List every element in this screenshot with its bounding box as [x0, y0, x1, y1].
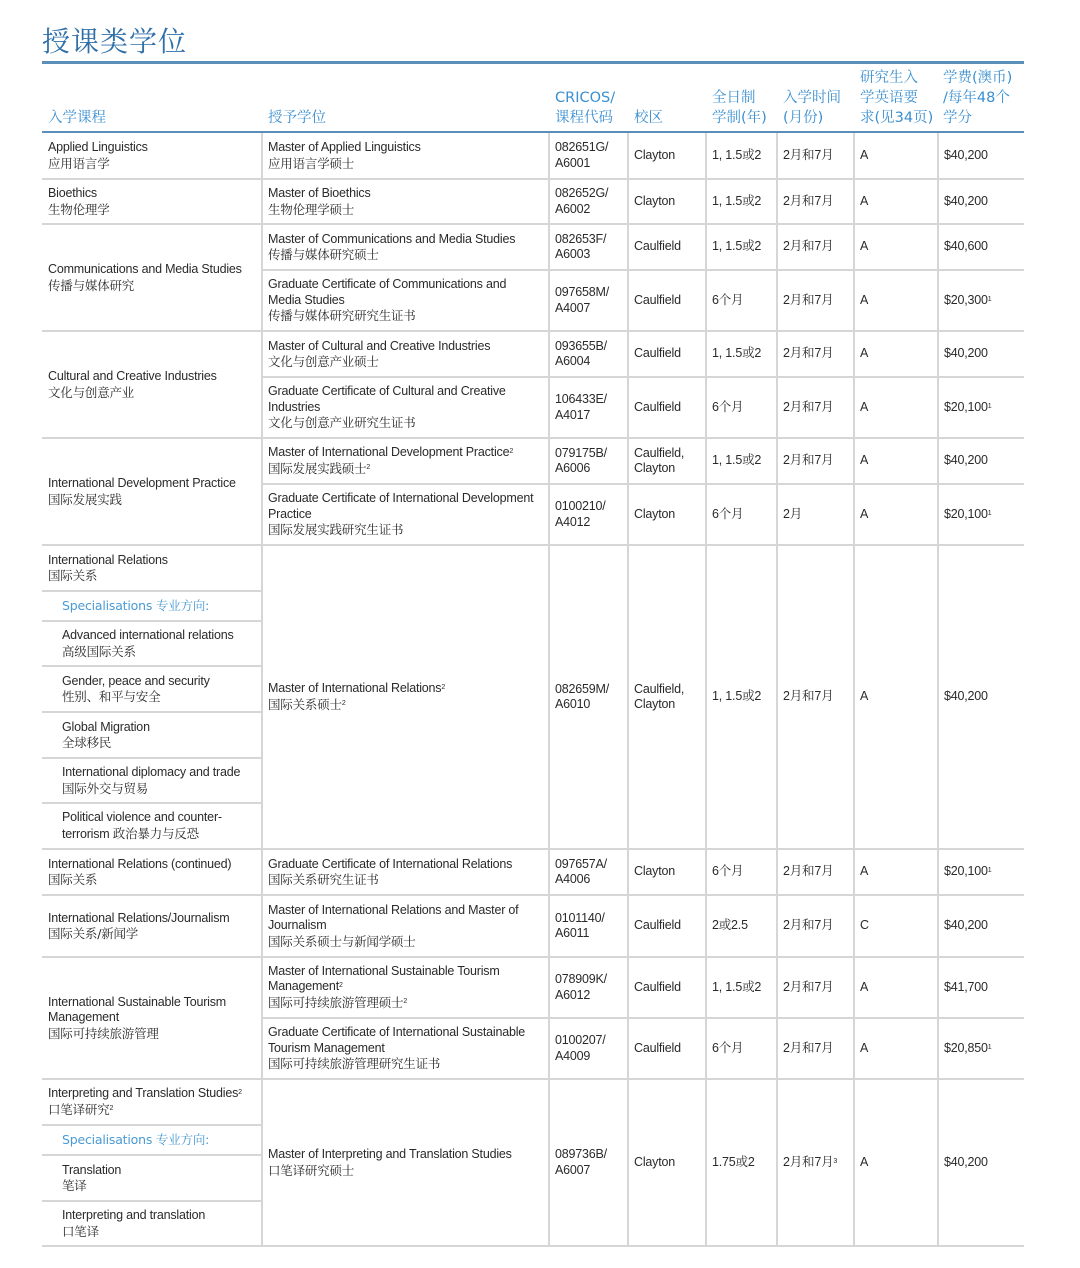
cricos-cell: 082652G/ A6002: [555, 186, 609, 216]
fee-cell: $40,200: [944, 1154, 988, 1169]
header-duration: 全日制 学制(年): [712, 90, 767, 126]
intake-cell: 2月和7月: [783, 399, 834, 414]
intake-cell: 2月和7月: [783, 864, 834, 879]
degree-cell: Master of Communications and Media Studies 传播与媒体研究硕士: [268, 231, 516, 262]
intake-cell: 2月和7月: [783, 979, 834, 994]
intake-cell: 2月和7月: [783, 239, 834, 254]
specialisation-cell: Translation 笔译: [62, 1162, 122, 1193]
duration-cell: 2或2.5: [712, 918, 748, 933]
fee-cell: $40,200: [944, 193, 988, 208]
degree-cell: Master of Cultural and Creative Industries 文化与创意产业硕士: [268, 338, 491, 369]
duration-cell: 1, 1.5或2: [712, 239, 762, 254]
intake-cell: 2月和7月: [783, 918, 834, 933]
cricos-cell: 082659M/ A6010: [555, 681, 609, 711]
fee-cell: $20,300$^1$: [944, 292, 992, 307]
campus-cell: Caulfield: [634, 239, 681, 254]
campus-cell: Clayton: [634, 506, 675, 521]
campus-cell: Caulfield: [634, 979, 681, 994]
english-cell: C: [860, 918, 869, 933]
duration-cell: 1, 1.5或2: [712, 689, 762, 704]
header-course: 入学课程: [48, 110, 106, 126]
english-cell: A: [860, 864, 869, 879]
duration-cell: 1, 1.5或2: [712, 147, 762, 162]
course-cell: International Sustainable Tourism Management 国际可持续旅游管理: [48, 994, 227, 1041]
degree-cell: Master of Bioethics 生物伦理学硕士: [268, 186, 371, 217]
fee-cell: $20,100$^1$: [944, 399, 992, 414]
fee-cell: $40,200: [944, 346, 988, 361]
fee-cell: $20,100$^1$: [944, 864, 992, 879]
fee-cell: $20,100$^1$: [944, 506, 992, 521]
duration-cell: 1.75或2: [712, 1154, 755, 1169]
english-cell: A: [860, 399, 869, 414]
cricos-cell: 093655B/ A6004: [555, 338, 607, 368]
english-cell: A: [860, 193, 869, 208]
fee-cell: $20,850$^1$: [944, 1040, 992, 1055]
course-cell: International Relations (continued) 国际关系: [48, 856, 232, 887]
campus-cell: Clayton: [634, 193, 675, 208]
intake-cell: 2月和7月: [783, 689, 834, 704]
specialisation-cell: Advanced international relations 高级国际关系: [62, 628, 234, 659]
fee-cell: $40,600: [944, 239, 988, 254]
cricos-cell: 089736B/ A6007: [555, 1147, 607, 1177]
specialisation-cell: Interpreting and translation 口笔译: [62, 1208, 206, 1239]
degree-cell: Master of Interpreting and Translation Studies 口笔译研究硕士: [268, 1147, 512, 1178]
cricos-cell: 0100207/ A4009: [555, 1033, 606, 1063]
intake-cell: 2月和7月: [783, 193, 834, 208]
course-cell: Applied Linguistics 应用语言学: [48, 140, 148, 171]
intake-cell: 2月和7月: [783, 1040, 834, 1055]
english-cell: A: [860, 506, 869, 521]
campus-cell: Caulfield: [634, 292, 681, 307]
header-fee: 学费(澳币) /每年48个 学分: [943, 70, 1013, 126]
english-cell: A: [860, 346, 869, 361]
campus-cell: Caulfield: [634, 399, 681, 414]
duration-cell: 1, 1.5或2: [712, 453, 762, 468]
campus-cell: Clayton: [634, 147, 675, 162]
duration-cell: 1, 1.5或2: [712, 346, 762, 361]
duration-cell: 1, 1.5或2: [712, 193, 762, 208]
english-cell: A: [860, 239, 869, 254]
header-campus: 校区: [634, 110, 663, 126]
page-title: 授课类学位: [42, 25, 188, 58]
fee-cell: $40,200: [944, 147, 988, 162]
cricos-cell: 082651G/ A6001: [555, 140, 609, 170]
degree-cell: Master of International Development Practice$^2$ 国际发展实践硕士$^2$: [268, 445, 514, 476]
course-cell: Cultural and Creative Industries 文化与创意产业: [48, 369, 217, 400]
duration-cell: 1, 1.5或2: [712, 979, 762, 994]
degree-cell: Master of International Relations and Master of Journalism 国际关系硕士与新闻学硕士: [268, 902, 519, 949]
fee-cell: $41,700: [944, 979, 988, 994]
campus-cell: Caulfield: [634, 918, 681, 933]
campus-cell: Clayton: [634, 864, 675, 879]
header-cricos: CRICOS/ 课程代码: [555, 90, 616, 126]
fee-cell: $40,200: [944, 453, 988, 468]
course-cell: Interpreting and Translation Studies$^2$ 口笔译研究$^2$: [48, 1086, 242, 1117]
degree-cell: Graduate Certificate of Communications and Media Studies 传播与媒体研究研究生证书: [268, 277, 507, 324]
campus-cell: Caulfield, Clayton: [634, 445, 685, 475]
english-cell: A: [860, 1040, 869, 1055]
specialisation-cell: Gender, peace and security 性别、和平与安全: [62, 673, 210, 704]
specialisations-label: Specialisations 专业方向:: [62, 1132, 210, 1148]
english-cell: A: [860, 1154, 869, 1169]
intake-cell: 2月和7月$^3$: [783, 1154, 838, 1169]
degree-cell: Graduate Certificate of International Relations 国际关系研究生证书: [268, 856, 513, 887]
row-divider: [42, 1245, 1024, 1247]
course-cell: International Development Practice 国际发展实践: [48, 476, 236, 507]
duration-cell: 6个月: [712, 506, 744, 521]
english-cell: A: [860, 689, 869, 704]
fee-cell: $40,200: [944, 918, 988, 933]
intake-cell: 2月和7月: [783, 453, 834, 468]
degree-cell: Graduate Certificate of Cultural and Creative Industries 文化与创意产业研究生证书: [268, 384, 506, 431]
fee-cell: $40,200: [944, 689, 988, 704]
intake-cell: 2月和7月: [783, 292, 834, 307]
english-cell: A: [860, 292, 869, 307]
duration-cell: 6个月: [712, 864, 744, 879]
cricos-cell: 078909K/ A6012: [555, 972, 607, 1002]
intake-cell: 2月和7月: [783, 346, 834, 361]
cricos-cell: 0101140/ A6011: [555, 910, 605, 940]
intake-cell: 2月: [783, 506, 803, 521]
header-degree: 授予学位: [268, 110, 326, 126]
cricos-cell: 097658M/ A4007: [555, 285, 609, 315]
specialisation-cell: International diplomacy and trade 国际外交与贸易: [62, 765, 241, 796]
degree-cell: Graduate Certificate of International Sustainable Tourism Management 国际可持续旅游管理研究生证书: [268, 1025, 526, 1072]
english-cell: A: [860, 453, 869, 468]
campus-cell: Caulfield, Clayton: [634, 681, 685, 711]
course-cell: Communications and Media Studies 传播与媒体研究: [48, 262, 242, 293]
degree-cell: Graduate Certificate of International Development Practice 国际发展实践研究生证书: [268, 491, 534, 538]
campus-cell: Caulfield: [634, 346, 681, 361]
header-intake: 入学时间 (月份): [783, 90, 841, 126]
specialisation-cell: Global Migration 全球移民: [62, 719, 150, 750]
cricos-cell: 082653F/ A6003: [555, 231, 607, 261]
header-english: 研究生入 学英语要 求(见34页): [860, 70, 934, 126]
campus-cell: Caulfield: [634, 1040, 681, 1055]
duration-cell: 6个月: [712, 1040, 744, 1055]
specialisations-label: Specialisations 专业方向:: [62, 598, 210, 614]
course-cell: Bioethics 生物伦理学: [48, 186, 110, 217]
duration-cell: 6个月: [712, 399, 744, 414]
intake-cell: 2月和7月: [783, 147, 834, 162]
degree-cell: Master of Applied Linguistics 应用语言学硕士: [268, 140, 421, 171]
degree-cell: Master of International Sustainable Tourism Management$^2$ 国际可持续旅游管理硕士$^2$: [268, 963, 500, 1010]
english-cell: A: [860, 147, 869, 162]
english-cell: A: [860, 979, 869, 994]
cricos-cell: 106433E/ A4017: [555, 392, 607, 422]
course-cell: International Relations 国际关系: [48, 552, 168, 583]
campus-cell: Clayton: [634, 1154, 675, 1169]
cricos-cell: 0100210/ A4012: [555, 499, 606, 529]
degree-cell: Master of International Relations$^2$ 国际关系硕士$^2$: [268, 681, 446, 712]
cricos-cell: 079175B/ A6006: [555, 445, 607, 475]
cricos-cell: 097657A/ A4006: [555, 856, 607, 886]
duration-cell: 6个月: [712, 292, 744, 307]
title-divider: [42, 61, 1024, 64]
course-cell: International Relations/Journalism 国际关系/新闻学: [48, 910, 230, 941]
specialisation-cell: Political violence and counter- terrorism 政治暴力与反恐: [62, 810, 222, 841]
